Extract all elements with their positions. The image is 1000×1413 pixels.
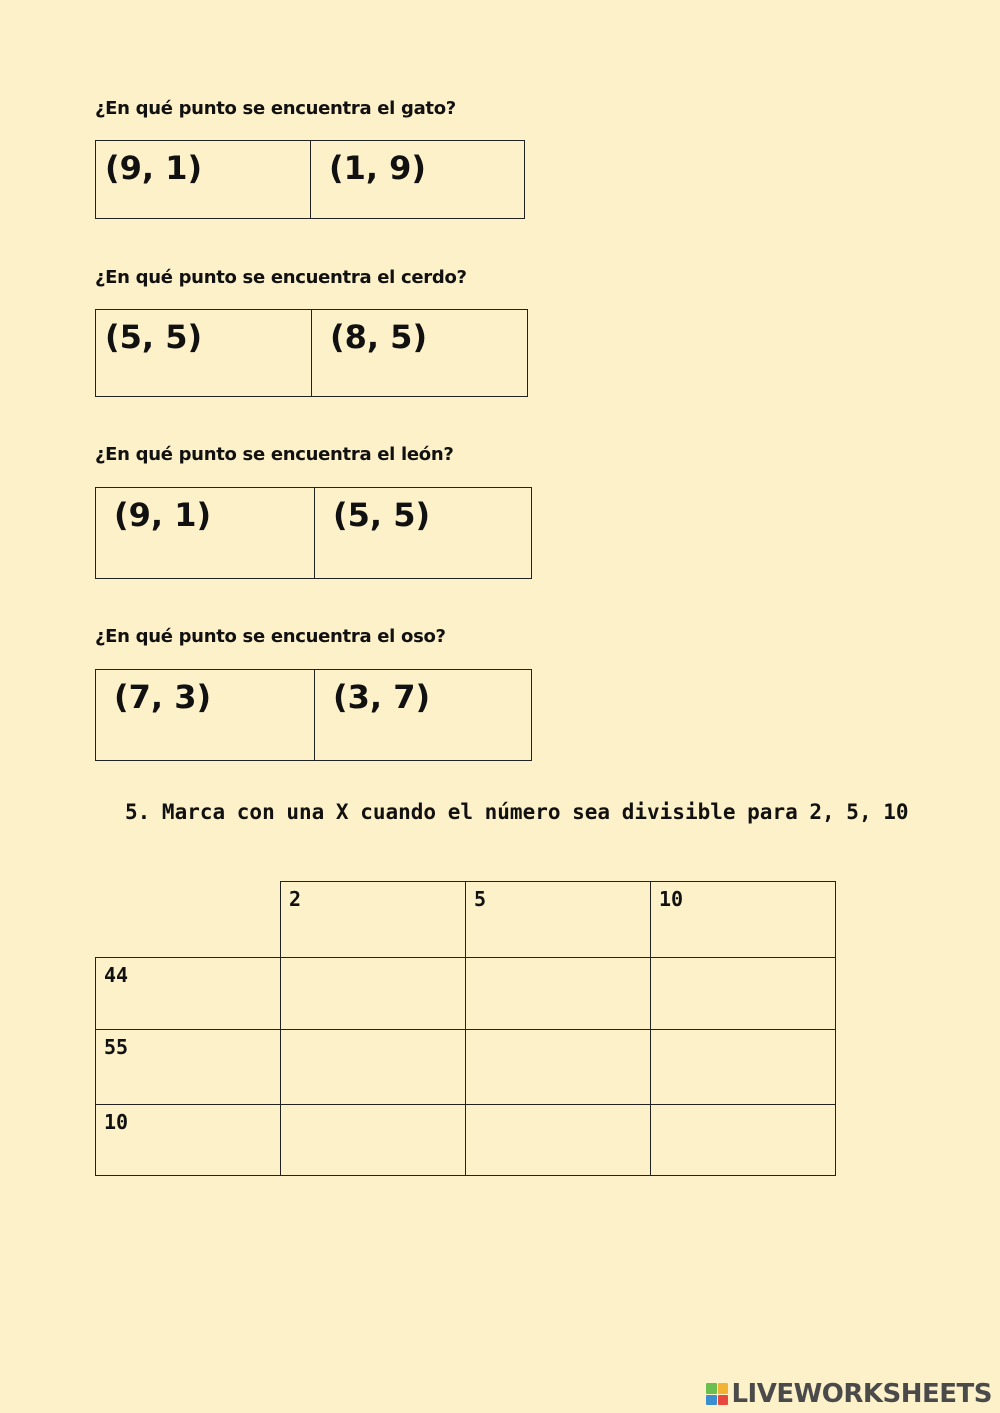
question-bear: ¿En qué punto se encuentra el oso? <box>95 626 446 647</box>
table-row <box>96 958 836 1030</box>
table-row <box>96 1105 836 1176</box>
mark-cell-55-5[interactable] <box>466 1030 651 1105</box>
option-pig-1[interactable]: (5, 5) <box>105 318 203 356</box>
logo-square-red <box>718 1395 729 1406</box>
option-cat-1[interactable]: (9, 1) <box>105 149 203 187</box>
answer-box-lion <box>95 487 532 579</box>
option-cat-2[interactable]: (1, 9) <box>310 141 524 218</box>
mark-cell-55-2[interactable] <box>281 1030 466 1105</box>
mark-cell-10-10[interactable] <box>651 1105 836 1176</box>
brand-name: LIVEWORKSHEETS <box>731 1379 992 1409</box>
divisibility-table <box>95 881 836 1176</box>
answer-box-cat <box>95 140 525 219</box>
option-bear-1[interactable]: (7, 3) <box>114 678 212 716</box>
question-cat: ¿En qué punto se encuentra el gato? <box>95 98 456 119</box>
mark-cell-10-2[interactable] <box>281 1105 466 1176</box>
question-pig: ¿En qué punto se encuentra el cerdo? <box>95 267 467 288</box>
row-label-44: 44 <box>96 958 281 1030</box>
column-header-10: 10 <box>651 882 836 958</box>
logo-square-yellow <box>718 1383 729 1394</box>
option-bear-2[interactable]: (3, 7) <box>314 670 531 760</box>
option-pig-2[interactable]: (8, 5) <box>311 310 527 396</box>
mark-cell-44-5[interactable] <box>466 958 651 1030</box>
column-header-2: 2 <box>281 882 466 958</box>
section-5-heading: 5. Marca con una X cuando el número sea divisible para 2, 5, 10 <box>125 800 909 824</box>
column-header-5: 5 <box>466 882 651 958</box>
mark-cell-55-10[interactable] <box>651 1030 836 1105</box>
logo-square-blue <box>706 1395 717 1406</box>
table-header-row <box>96 882 836 958</box>
liveworksheets-logo-icon <box>706 1383 728 1405</box>
answer-box-bear <box>95 669 532 761</box>
question-lion: ¿En qué punto se encuentra el león? <box>95 444 454 465</box>
mark-cell-44-2[interactable] <box>281 958 466 1030</box>
option-lion-1[interactable]: (9, 1) <box>114 496 212 534</box>
option-lion-2[interactable]: (5, 5) <box>314 488 531 578</box>
answer-box-pig <box>95 309 528 397</box>
row-label-10: 10 <box>96 1105 281 1176</box>
mark-cell-10-5[interactable] <box>466 1105 651 1176</box>
mark-cell-44-10[interactable] <box>651 958 836 1030</box>
logo-square-green <box>706 1383 717 1394</box>
row-label-55: 55 <box>96 1030 281 1105</box>
liveworksheets-brand <box>706 1379 992 1409</box>
table-corner-cell <box>96 882 281 958</box>
table-row <box>96 1030 836 1105</box>
